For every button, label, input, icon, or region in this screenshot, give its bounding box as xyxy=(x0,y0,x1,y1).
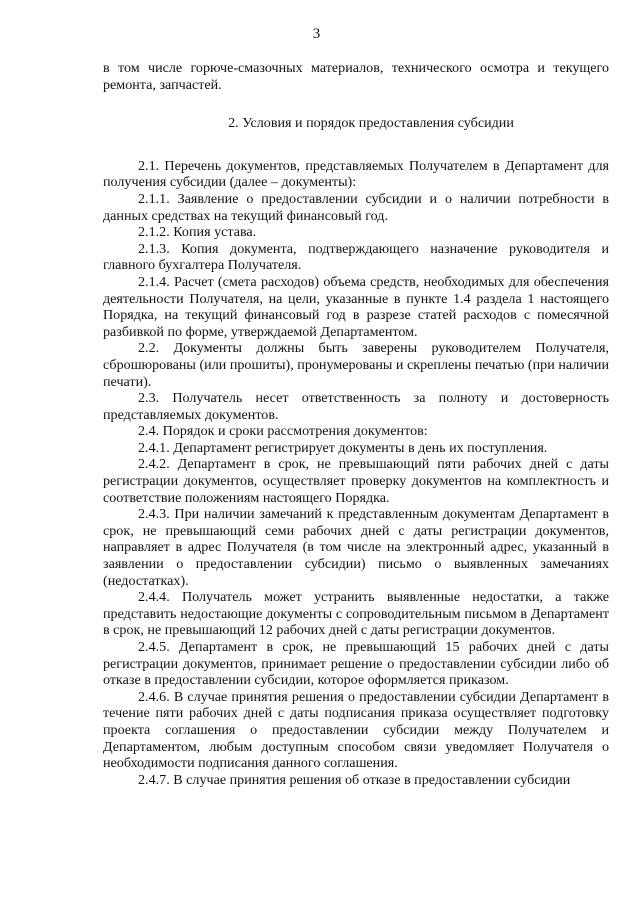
paragraph-2-1-4: 2.1.4. Расчет (смета расходов) объема средств, необходимых для обеспечения деятельности Получателя, на цели, указанные в пункте 1.4 раздела 1 настоящего Порядка, на текущий финансовый год в разрезе статей расходов с помесячной разбивкой по форме, утверждаемой Департаментом. xyxy=(103,273,609,340)
intro-paragraph: в том числе горюче-смазочных материалов, технического осмотра и текущего ремонта, запчастей. xyxy=(103,60,609,93)
paragraph-2-4-6: 2.4.6. В случае принятия решения о предоставлении субсидии Департамент в течение пяти рабочих дней с даты подписания приказа осуществляет подготовку проекта соглашения о предоставлении субсидии между Получателем и Департаментом, любым доступным способом связи уведомляет Получателя о необходимости подписания данного соглашения. xyxy=(103,688,609,772)
paragraph-2-1-3: 2.1.3. Копия документа, подтверждающего назначение руководителя и главного бухгалтера Получателя. xyxy=(103,240,609,274)
paragraph-2-4-5: 2.4.5. Департамент в срок, не превышающий 15 рабочих дней с даты регистрации документов, принимает решение о предоставлении субсидии либо об отказе в предоставлении субсидии, которое оформляется приказом. xyxy=(103,639,609,689)
paragraph-2-1-2: 2.1.2. Копия устава. xyxy=(138,224,257,241)
paragraph-2-3: 2.3. Получатель несет ответственность за полноту и достоверность представляемых документов. xyxy=(103,390,609,423)
page-number: 3 xyxy=(312,26,321,42)
paragraph-2-2: 2.2. Документы должны быть заверены руководителем Получателя, сброшюрованы (или прошиты), пронумерованы и скреплены печатью (при наличии печати). xyxy=(103,340,609,390)
paragraph-2-1-1: 2.1.1. Заявление о предоставлении субсидии и о наличии потребности в данных средствах на текущий финансовый год. xyxy=(103,190,609,224)
paragraph-2-4-7: 2.4.7. В случае принятия решения об отказе в предоставлении субсидии xyxy=(138,771,571,788)
section-heading: 2. Условия и порядок предоставления субсидии xyxy=(228,115,514,132)
paragraph-2-1: 2.1. Перечень документов, представляемых Получателем в Департамент для получения субсидии (далее – документы): xyxy=(103,157,609,191)
document-body xyxy=(103,60,609,788)
paragraph-2-4-2: 2.4.2. Департамент в срок, не превышающий пяти рабочих дней с даты регистрации документов, осуществляет проверку документов на комплектность и соответствие положениям настоящего Порядка. xyxy=(103,456,609,506)
paragraph-2-4-1: 2.4.1. Департамент регистрирует документы в день их поступления. xyxy=(138,439,548,456)
paragraph-2-4: 2.4. Порядок и сроки рассмотрения документов: xyxy=(138,423,428,440)
paragraph-2-4-3: 2.4.3. При наличии замечаний к представленным документам Департамент в срок, не превышающий семи рабочих дней с даты регистрации документов, направляет в адрес Получателя (в том числе на электронный адрес, указанный в заявлении о предоставлении субсидии) письмо о выявленных замечаниях (недостатках). xyxy=(103,506,609,589)
paragraph-2-4-4: 2.4.4. Получатель может устранить выявленные недостатки, а также представить недостающие документы с сопроводительным письмом в Департамент в срок, не превышающий 12 рабочих дней с даты регистрации документов. xyxy=(103,589,609,639)
